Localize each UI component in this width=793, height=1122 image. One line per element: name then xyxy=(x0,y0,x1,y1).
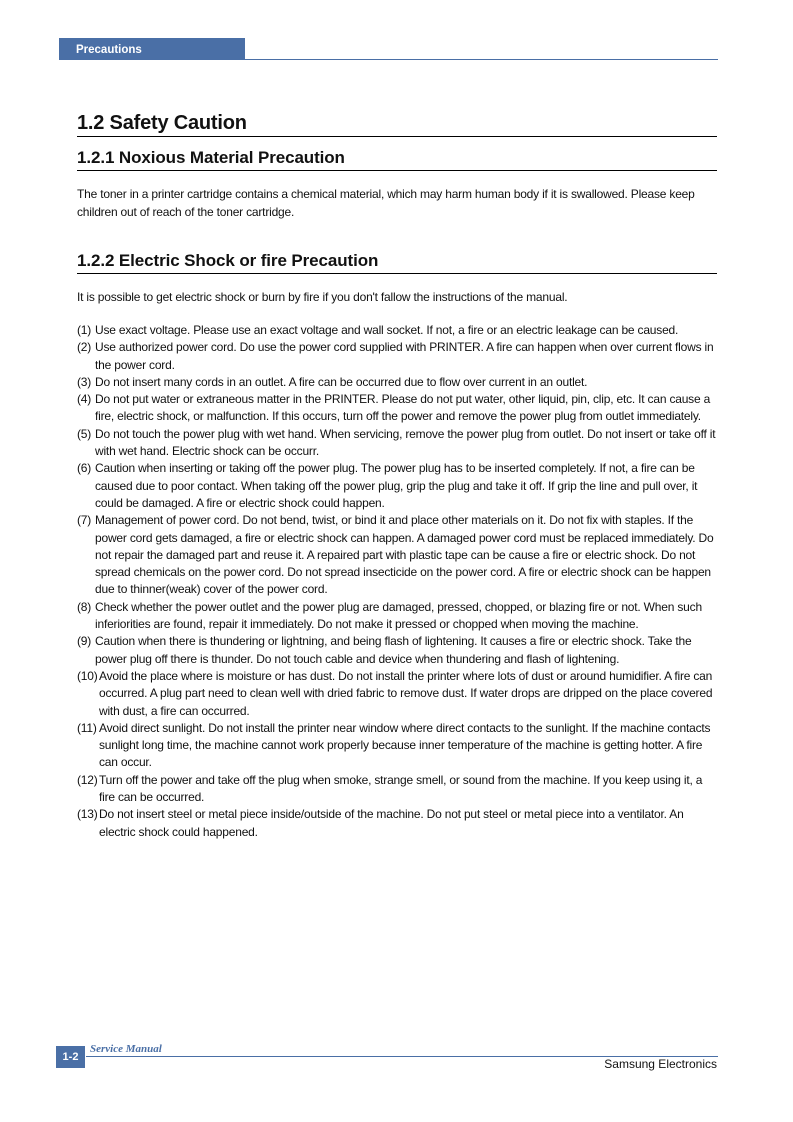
item-number: (1) xyxy=(77,323,92,337)
item-number: (12) xyxy=(77,772,98,787)
list-item xyxy=(77,322,717,339)
list-item xyxy=(77,633,717,668)
item-text: Turn off the power and take off the plug when smoke, strange smell, or sound from the machine. If you keep using it, a fire can be occurred. xyxy=(99,772,703,805)
item-number: (3) xyxy=(77,374,92,389)
item-number: (13) xyxy=(77,807,98,822)
item-text: Check whether the power outlet and the power plug are damaged, pressed, chopped, or blazing fire or not. When such inferiorities are found, repair it immediately. Do not make it pressed or chopped when moving the machine. xyxy=(95,599,702,632)
item-text: Avoid the place where is moisture or has dust. Do not install the printer where lots of dust or around humidifier. A fire can occurred. A plug part need to clean well with dried fabric to remove dust. If water drops are dripped on the place covered with dust, a fire can occurred. xyxy=(99,668,713,718)
company-name: Samsung Electronics xyxy=(604,1057,717,1071)
item-text: Management of power cord. Do not bend, twist, or bind it and place other materials on it. Do not fix with staples. If the power cord gets damaged, a fire or electric shock can happen. A damaged power cord must be replaced immediately. Do not repair the damaged part and reuse it. A repaired part with plastic tape can be cause a fire or electric shock. Do not spread chemicals on the power cord. Do not spread insecticide on the power cord. A fire or electric shock can be happen due to thinner(weak) cover of the power cord. xyxy=(95,513,714,597)
section-heading-electric: 1.2.2 Electric Shock or fire Precaution xyxy=(77,250,717,274)
item-number: (2) xyxy=(77,340,92,355)
precaution-list xyxy=(77,322,717,841)
page-number: 1-2 xyxy=(56,1046,85,1068)
item-number: (7) xyxy=(77,513,92,528)
item-number: (9) xyxy=(77,634,92,649)
section-heading-noxious: 1.2.1 Noxious Material Precaution xyxy=(77,147,717,171)
list-item xyxy=(77,772,717,807)
list-item xyxy=(77,512,717,598)
item-number: (6) xyxy=(77,461,92,476)
item-text: Caution when there is thundering or lightning, and being flash of lightening. It causes a fire or electric shock. Take the power plug off there is thunder. Do not touch cable and device when thundering and flash of lightening. xyxy=(95,634,692,666)
item-text: Do not insert steel or metal piece inside/outside of the machine. Do not put steel or metal piece into a ventilator. An electric shock could happened. xyxy=(99,807,684,839)
item-text: Do not touch the power plug with wet hand. When servicing, remove the power plug from outlet. Do not insert or take off it with wet hand. Electric shock can be occurr. xyxy=(95,426,716,459)
section-body-noxious: The toner in a printer cartridge contains a chemical material, which may harm human body if it is swallowed. Please keep children out of reach of the toner cartridge. xyxy=(77,187,695,219)
page-title: 1.2 Safety Caution xyxy=(77,111,717,137)
list-item xyxy=(77,668,717,720)
item-text: Caution when inserting or taking off the power plug. The power plug has to be inserted completely. If not, a fire can be caused due to poor contact. When taking off the power plug, grip the plug and take it off. If grip the line and pull over, it could be damaged. A fire or electric shock could happen. xyxy=(95,461,698,510)
item-text: Do not insert many cords in an outlet. A fire can be occurred due to flow over current in an outlet. xyxy=(95,374,588,389)
list-item xyxy=(77,374,717,391)
item-number: (10) xyxy=(77,668,98,683)
manual-title: Service Manual xyxy=(90,1043,162,1055)
list-item xyxy=(77,426,717,461)
item-number: (4) xyxy=(77,392,92,407)
item-number: (5) xyxy=(77,426,92,441)
header-rule xyxy=(59,59,718,60)
item-text: Avoid direct sunlight. Do not install the printer near window where direct contacts to the sunlight. If the machine contacts sunlight long time, the machine cannot work properly because inner temperature of the machine is getting hotter. A fire can occur. xyxy=(99,720,711,770)
item-number: (8) xyxy=(77,599,92,614)
item-text: Do not put water or extraneous matter in the PRINTER. Please do not put water, other liquid, pin, clip, etc. It can cause a fire, electric shock, or malfunction. If this occurs, turn off the power and remove the power plug from outlet immediately. xyxy=(95,392,711,424)
section-tab: Precautions xyxy=(59,38,245,60)
list-item xyxy=(77,339,717,374)
item-text: Use exact voltage. Please use an exact voltage and wall socket. If not, a fire or an electric leakage can be caused. xyxy=(95,323,679,337)
list-item xyxy=(77,599,717,634)
item-text: Use authorized power cord. Do use the power cord supplied with PRINTER. A fire can happen when over current flows in the power cord. xyxy=(95,340,714,372)
list-item xyxy=(77,806,717,841)
item-number: (11) xyxy=(77,720,97,735)
list-item xyxy=(77,391,717,426)
list-item xyxy=(77,460,717,512)
list-item xyxy=(77,720,717,772)
section-intro-electric: It is possible to get electric shock or burn by fire if you don't fallow the instructions of the manual. xyxy=(77,290,568,304)
